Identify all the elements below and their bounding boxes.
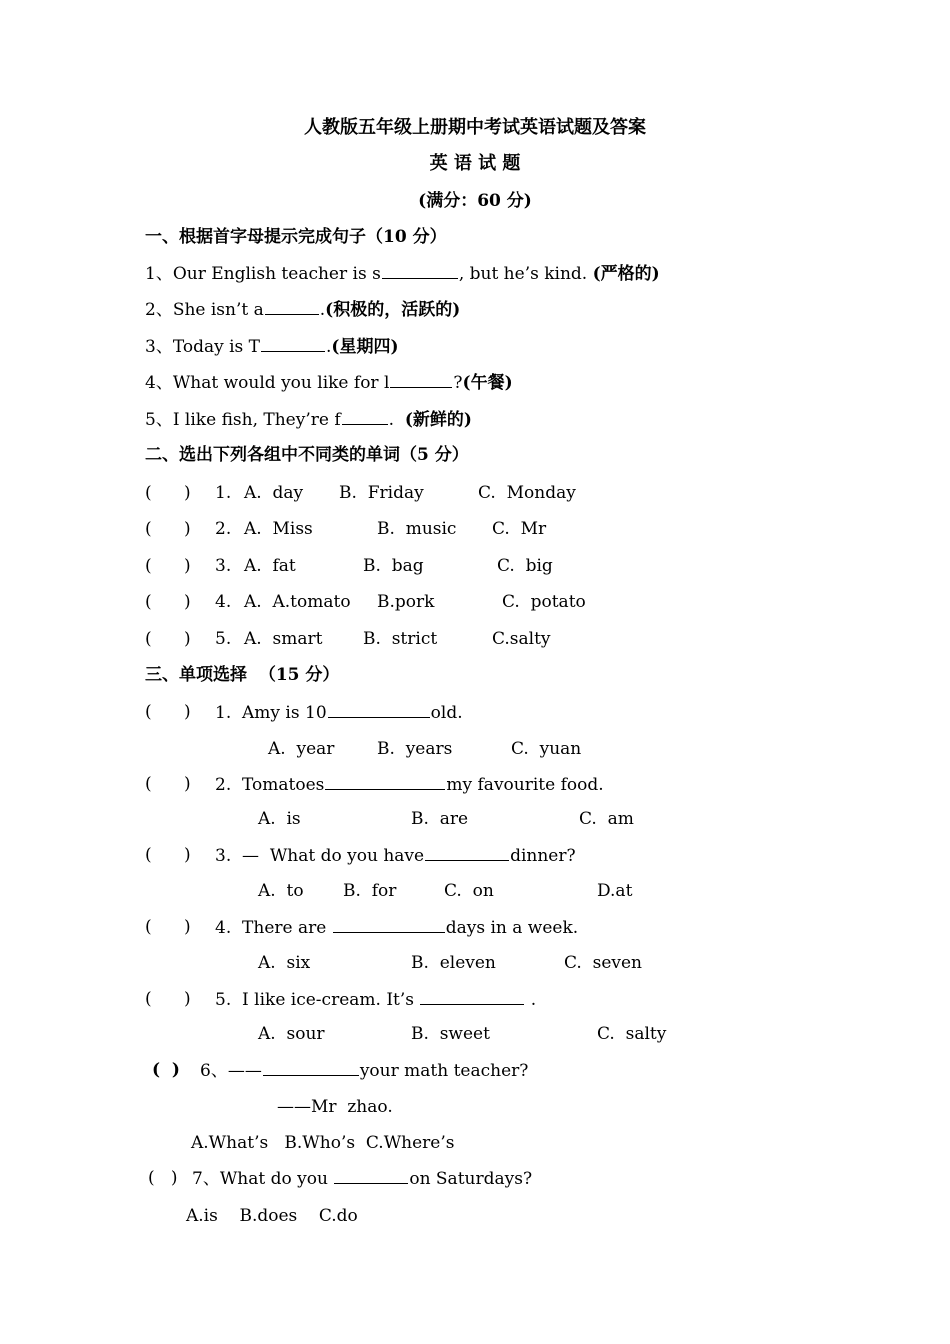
s2-item-1-option-c: C. Monday bbox=[478, 483, 576, 503]
s3-q2-option-b: B. are bbox=[411, 809, 469, 829]
s2-item-2-option-a: A. Miss bbox=[244, 519, 313, 539]
s3-q6-text: 6、—— bbox=[200, 1061, 262, 1081]
s2-item-1-option-a: A. day bbox=[244, 483, 304, 503]
s1-item-4-hint: (午餐) bbox=[462, 373, 513, 393]
s1-item-5-text: 5、I like fish, They’re f bbox=[145, 410, 341, 430]
s3-q6-options: A.What’s B.Who’s C.Where’s bbox=[191, 1133, 455, 1153]
s3-q5-option-b: B. sweet bbox=[411, 1024, 490, 1044]
s3-q1-stem bbox=[215, 701, 463, 724]
s3-q4-paren[interactable]: ( ) bbox=[145, 917, 191, 937]
section2-heading: 二、选出下列各组中不同类的单词（5 分） bbox=[145, 445, 469, 465]
s3-q5-post: . bbox=[525, 990, 537, 1010]
s3-q1-option-a: A. year bbox=[268, 739, 335, 759]
s2-item-5-paren[interactable]: ( ) bbox=[145, 629, 191, 649]
s1-item-1 bbox=[145, 262, 660, 285]
section3-heading: 三、单项选择 （15 分） bbox=[145, 665, 340, 685]
s3-q2-paren[interactable]: ( ) bbox=[145, 774, 191, 794]
s3-q3-option-d: D.at bbox=[597, 881, 633, 901]
s3-q4-blank[interactable] bbox=[333, 916, 445, 933]
s1-item-4-text: 4、What would you like for l bbox=[145, 373, 390, 393]
s3-q2-option-c: C. am bbox=[579, 809, 634, 829]
s2-item-1-option-b: B. Friday bbox=[339, 483, 424, 503]
s3-q1-blank[interactable] bbox=[328, 701, 430, 718]
score-note: (满分：60 分) bbox=[418, 191, 532, 211]
s1-item-1-post: , but he’s kind. bbox=[458, 264, 593, 284]
s3-q5-stem bbox=[215, 988, 536, 1011]
s3-q5-paren[interactable]: ( ) bbox=[145, 989, 191, 1009]
s3-q5-option-a: A. sour bbox=[258, 1024, 325, 1044]
s2-item-5-option-a: A. smart bbox=[244, 629, 323, 649]
s3-q5-blank[interactable] bbox=[420, 988, 524, 1005]
s3-q7-stem bbox=[192, 1167, 532, 1190]
s2-item-1-num: 1. bbox=[215, 483, 232, 503]
s1-item-5-post: . bbox=[388, 410, 405, 430]
s2-item-1-paren[interactable]: ( ) bbox=[145, 483, 191, 503]
s1-item-2-text: 2、She isn’t a bbox=[145, 300, 264, 320]
s1-item-1-blank[interactable] bbox=[382, 262, 458, 279]
s3-q3-blank[interactable] bbox=[425, 844, 509, 861]
s1-item-1-text: 1、Our English teacher is s bbox=[145, 264, 381, 284]
s2-item-3-option-a: A. fat bbox=[244, 556, 296, 576]
s3-q7-text: 7、What do you bbox=[192, 1169, 334, 1189]
s2-item-3-paren[interactable]: ( ) bbox=[145, 556, 191, 576]
s2-item-3-num: 3. bbox=[215, 556, 232, 576]
s3-q4-stem bbox=[215, 916, 578, 939]
s1-item-3-post: . bbox=[326, 337, 332, 357]
s3-q6-paren[interactable]: ( ) bbox=[152, 1060, 180, 1080]
s2-item-5-num: 5. bbox=[215, 629, 232, 649]
s3-q7-blank[interactable] bbox=[334, 1167, 408, 1184]
s3-q3-text: 3. — What do you have bbox=[215, 846, 425, 866]
s2-item-5-option-b: B. strict bbox=[363, 629, 438, 649]
s1-item-4-post: ? bbox=[453, 373, 463, 393]
s2-item-2-paren[interactable]: ( ) bbox=[145, 519, 191, 539]
s1-item-5 bbox=[145, 408, 472, 431]
s3-q6-reply: ——Mr zhao. bbox=[277, 1097, 393, 1117]
section1-heading: 一、根据首字母提示完成句子（10 分） bbox=[145, 227, 447, 247]
s1-item-1-hint: (严格的) bbox=[592, 264, 660, 284]
s3-q2-blank[interactable] bbox=[325, 773, 445, 790]
s1-item-5-hint: (新鲜的) bbox=[404, 410, 472, 430]
s3-q5-option-c: C. salty bbox=[597, 1024, 667, 1044]
s3-q1-post: old. bbox=[430, 703, 463, 723]
s3-q7-post: on Saturdays? bbox=[409, 1169, 533, 1189]
s2-item-4-option-a: A. A.tomato bbox=[244, 592, 351, 612]
s2-item-3-option-b: B. bag bbox=[363, 556, 424, 576]
s2-item-5-option-c: C.salty bbox=[492, 629, 551, 649]
s3-q3-post: dinner? bbox=[510, 846, 576, 866]
s3-q1-option-c: C. yuan bbox=[511, 739, 582, 759]
s2-item-4-paren[interactable]: ( ) bbox=[145, 592, 191, 612]
s2-item-4-option-b: B.pork bbox=[377, 592, 435, 612]
exam-subtitle: 英 语 试 题 bbox=[429, 153, 521, 174]
s1-item-3-text: 3、Today is T bbox=[145, 337, 260, 357]
s3-q4-text: 4. There are bbox=[215, 918, 332, 938]
s3-q6-post: your math teacher? bbox=[359, 1061, 529, 1081]
s1-item-3-hint: (星期四) bbox=[331, 337, 399, 357]
s3-q7-options: A.is B.does C.do bbox=[186, 1206, 358, 1226]
s2-item-4-num: 4. bbox=[215, 592, 232, 612]
s3-q6-blank[interactable] bbox=[263, 1059, 359, 1076]
s1-item-2 bbox=[145, 298, 460, 321]
s1-item-3 bbox=[145, 335, 399, 358]
s2-item-2-option-b: B. music bbox=[377, 519, 457, 539]
s3-q4-option-c: C. seven bbox=[564, 953, 643, 973]
s3-q1-text: 1. Amy is 10 bbox=[215, 703, 327, 723]
s3-q1-paren[interactable]: ( ) bbox=[145, 702, 191, 722]
s3-q3-option-a: A. to bbox=[258, 881, 304, 901]
s2-item-2-num: 2. bbox=[215, 519, 232, 539]
s3-q4-post: days in a week. bbox=[445, 918, 579, 938]
s3-q4-option-b: B. eleven bbox=[411, 953, 496, 973]
s3-q2-text: 2. Tomatoes bbox=[215, 775, 325, 795]
s1-item-4 bbox=[145, 371, 513, 394]
s3-q1-option-b: B. years bbox=[377, 739, 453, 759]
s3-q4-option-a: A. six bbox=[258, 953, 311, 973]
s3-q3-option-c: C. on bbox=[444, 881, 494, 901]
s2-item-3-option-c: C. big bbox=[497, 556, 553, 576]
s3-q6-stem bbox=[200, 1059, 528, 1082]
s2-item-2-option-c: C. Mr bbox=[492, 519, 547, 539]
s3-q3-paren[interactable]: ( ) bbox=[145, 845, 191, 865]
exam-title: 人教版五年级上册期中考试英语试题及答案 bbox=[304, 117, 646, 138]
s3-q3-stem bbox=[215, 844, 576, 867]
s1-item-3-blank[interactable] bbox=[261, 335, 325, 352]
s3-q2-post: my favourite food. bbox=[446, 775, 604, 795]
s3-q3-option-b: B. for bbox=[343, 881, 397, 901]
s3-q2-option-a: A. is bbox=[258, 809, 301, 829]
s2-item-4-option-c: C. potato bbox=[502, 592, 586, 612]
s1-item-2-blank[interactable] bbox=[265, 298, 319, 315]
s1-item-2-hint: (积极的，活跃的) bbox=[325, 300, 461, 320]
s3-q5-text: 5. I like ice-cream. It’s bbox=[215, 990, 420, 1010]
s3-q2-stem bbox=[215, 773, 604, 796]
s1-item-2-post: . bbox=[319, 300, 326, 320]
s3-q7-paren[interactable]: ( ) bbox=[148, 1168, 178, 1188]
s1-item-4-blank[interactable] bbox=[390, 371, 452, 388]
s1-item-5-blank[interactable] bbox=[342, 408, 388, 425]
